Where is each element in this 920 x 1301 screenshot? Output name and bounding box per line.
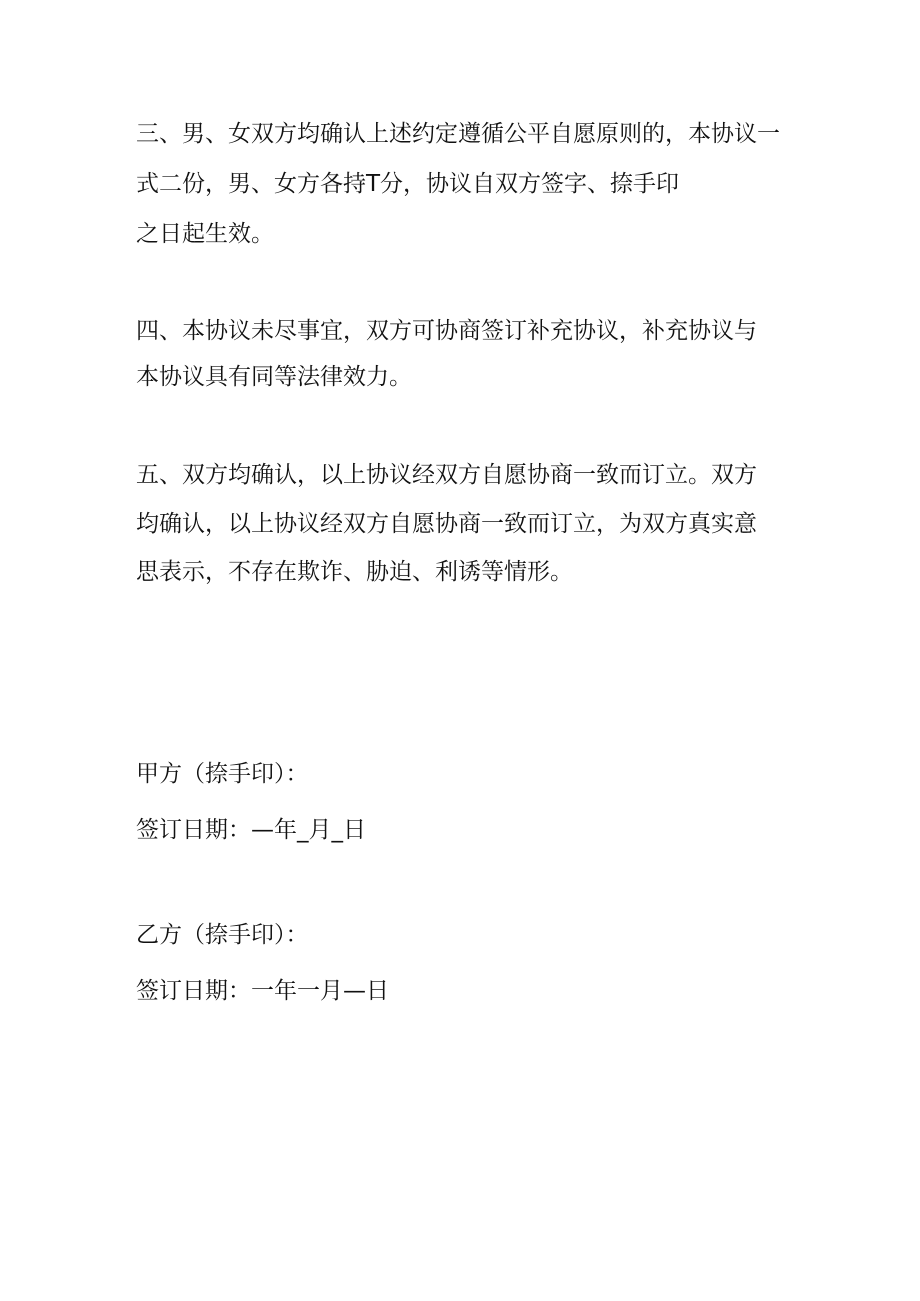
party-b-date: 签订日期：一年一月—日 <box>136 978 389 1004</box>
party-a-date: 签订日期：—年_月_日 <box>136 817 366 843</box>
party-a-label: 甲方（捺手印）： <box>136 761 309 787</box>
party-b-label: 乙方（捺手印）： <box>136 922 309 948</box>
clause-3-line-3: 之日起生效。 <box>136 221 274 247</box>
clause-5-line-3: 思表示，不存在欺诈、胁迫、利诱等情形。 <box>136 559 573 585</box>
clause-5-line-2: 均确认，以上协议经双方自愿协商一致而订立，为双方真实意 <box>136 511 757 537</box>
clause-4-line-2: 本协议具有同等法律效力。 <box>136 364 412 390</box>
clause-3-line-1: 三、男、女双方均确认上述约定遵循公平自愿原则的，本协议一 <box>136 121 780 147</box>
clause-4-line-1: 四、本协议未尽事宜，双方可协商签订补充协议，补充协议与 <box>136 318 757 344</box>
clause-5-line-1: 五、双方均确认，以上协议经双方自愿协商一致而订立。双方 <box>136 462 757 488</box>
clause-3-line-2: 式二份，男、女方各持T分，协议自双方签字、捺手印 <box>136 171 680 197</box>
